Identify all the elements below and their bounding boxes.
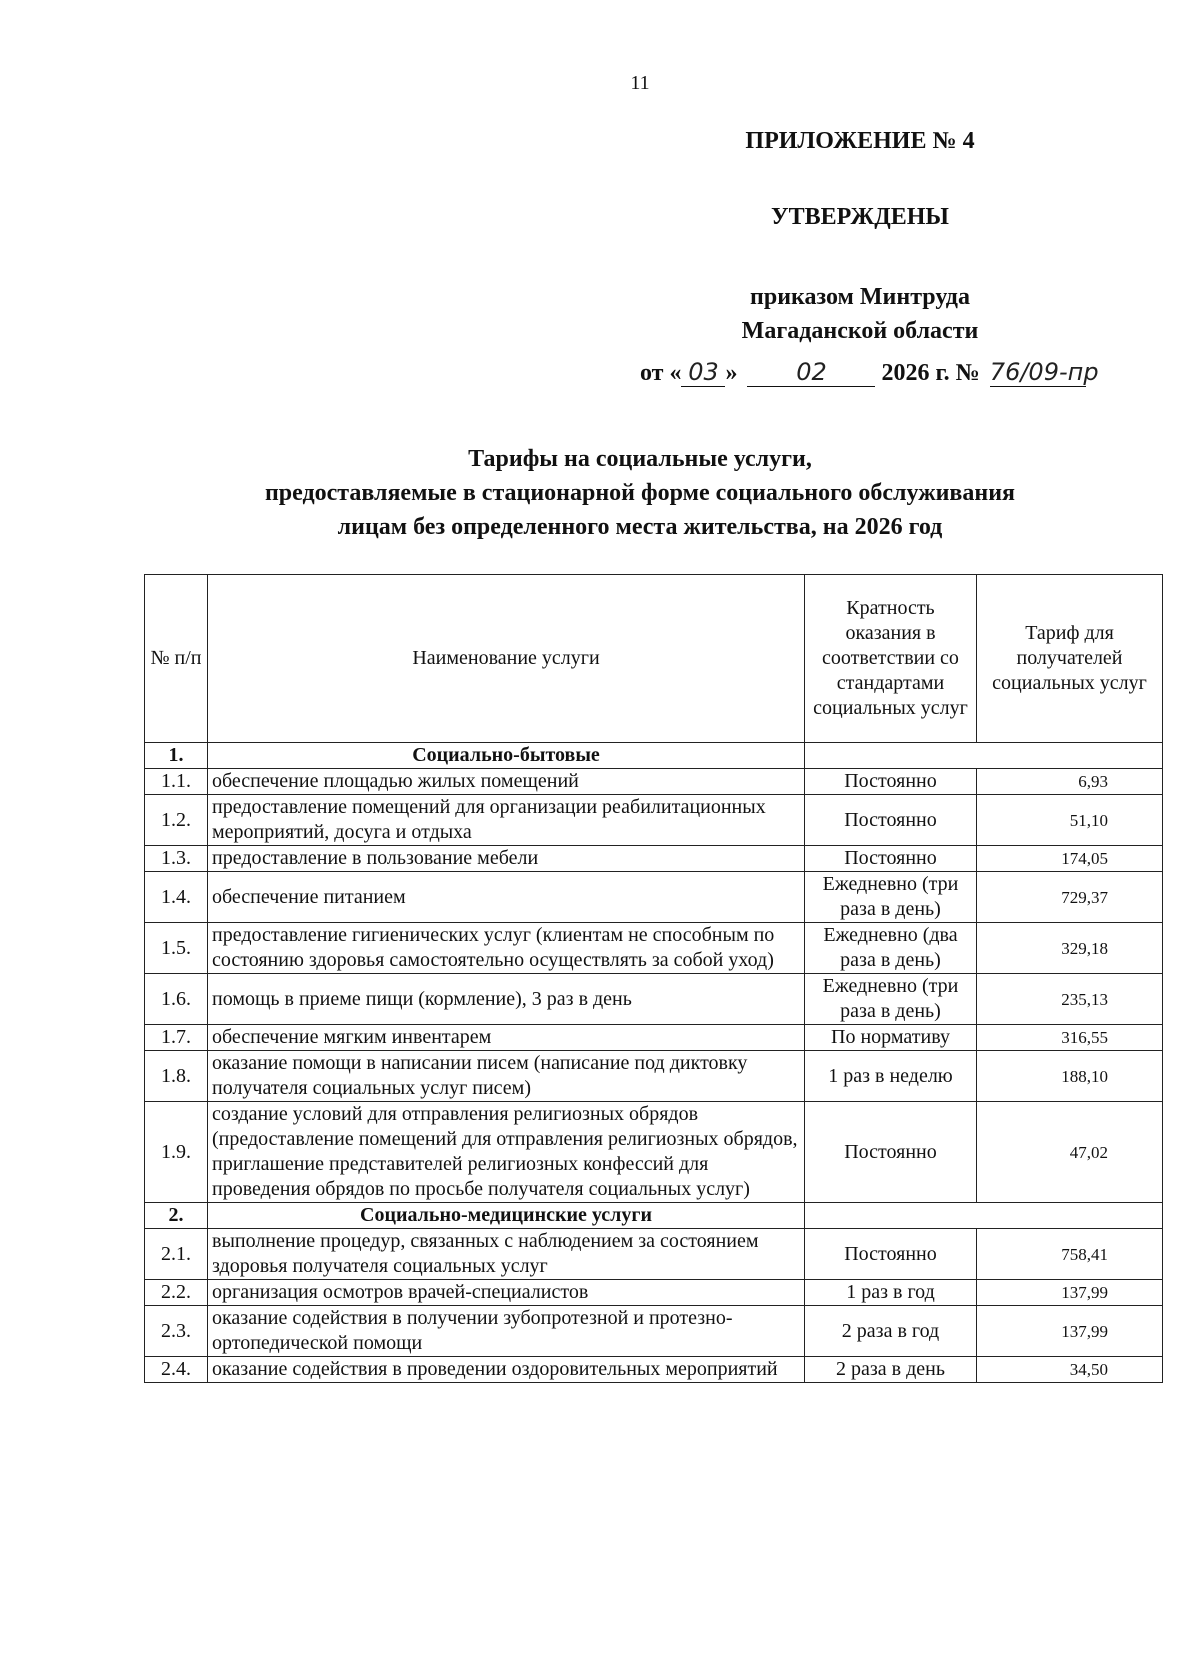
- service-tariff: 137,99: [977, 1306, 1163, 1357]
- service-name: помощь в приеме пищи (кормление), 3 раз в день: [208, 974, 805, 1025]
- row-number: 1.7.: [145, 1025, 208, 1051]
- handwritten-month: 02: [747, 358, 875, 387]
- row-number: 1.9.: [145, 1102, 208, 1203]
- service-tariff: 34,50: [977, 1357, 1163, 1383]
- row-number: 1.2.: [145, 795, 208, 846]
- row-number: 1.3.: [145, 846, 208, 872]
- order-date-line: [640, 358, 1180, 387]
- row-number: 2.3.: [145, 1306, 208, 1357]
- service-frequency: Постоянно: [805, 1102, 977, 1203]
- table-row: [145, 1025, 1163, 1051]
- service-name: предоставление в пользование мебели: [208, 846, 805, 872]
- section-title: Социально-бытовые: [208, 743, 805, 769]
- service-tariff: 729,37: [977, 872, 1163, 923]
- date-prefix: от «: [640, 360, 682, 386]
- service-tariff: 316,55: [977, 1025, 1163, 1051]
- service-tariff: 47,02: [977, 1102, 1163, 1203]
- service-frequency: 2 раза в день: [805, 1357, 977, 1383]
- service-name: обеспечение площадью жилых помещений: [208, 769, 805, 795]
- service-name: оказание содействия в получении зубопротезной и протезно-ортопедической помощи: [208, 1306, 805, 1357]
- table-body: [145, 743, 1163, 1383]
- service-name: обеспечение питанием: [208, 872, 805, 923]
- service-tariff: 174,05: [977, 846, 1163, 872]
- table-row: [145, 795, 1163, 846]
- service-tariff: 51,10: [977, 795, 1163, 846]
- table-row: [145, 1102, 1163, 1203]
- header-tariff: Тариф для получателей социальных услуг: [977, 575, 1163, 743]
- service-tariff: 758,41: [977, 1229, 1163, 1280]
- service-frequency: Постоянно: [805, 846, 977, 872]
- service-frequency: Ежедневно (два раза в день): [805, 923, 977, 974]
- service-name: оказание помощи в написании писем (написание под диктовку получателя социальных услуг писем): [208, 1051, 805, 1102]
- table-row: [145, 1229, 1163, 1280]
- service-name: оказание содействия в проведении оздоровительных мероприятий: [208, 1357, 805, 1383]
- title-line-1: Тарифы на социальные услуги,: [468, 446, 812, 472]
- document-title: [160, 442, 1120, 544]
- service-tariff: 137,99: [977, 1280, 1163, 1306]
- service-frequency: 1 раз в неделю: [805, 1051, 977, 1102]
- service-frequency: Постоянно: [805, 1229, 977, 1280]
- section-title: Социально-медицинские услуги: [208, 1203, 805, 1229]
- page-number: 11: [630, 72, 650, 94]
- year-text: 2026 г. №: [881, 360, 980, 386]
- table-row: [145, 1280, 1163, 1306]
- row-number: 2.1.: [145, 1229, 208, 1280]
- title-line-2: предоставляемые в стационарной форме социального обслуживания: [264, 480, 1016, 506]
- row-number: 1.5.: [145, 923, 208, 974]
- service-frequency: Постоянно: [805, 769, 977, 795]
- table-row: [145, 1051, 1163, 1102]
- row-number: 1.: [145, 743, 208, 769]
- service-frequency: 1 раз в год: [805, 1280, 977, 1306]
- row-number: 1.1.: [145, 769, 208, 795]
- date-mid: »: [725, 360, 738, 386]
- header-num: № п/п: [145, 575, 208, 743]
- table-row: [145, 769, 1163, 795]
- handwritten-order-number: 76/09-пр: [989, 358, 1099, 386]
- table-row: [145, 846, 1163, 872]
- row-number: 2.2.: [145, 1280, 208, 1306]
- service-frequency: Ежедневно (три раза в день): [805, 974, 977, 1025]
- handwritten-day: 03: [681, 358, 725, 387]
- service-name: создание условий для отправления религиозных обрядов (предоставление помещений для отправления религиозных обрядов, приглашение представителей религиозных конфессий для проведения обрядов по просьбе получателя социальных услуг): [208, 1102, 805, 1203]
- order-reference: [660, 280, 1060, 348]
- header-name: Наименование услуги: [208, 575, 805, 743]
- appendix-heading: ПРИЛОЖЕНИЕ № 4: [745, 128, 975, 154]
- service-tariff: 235,13: [977, 974, 1163, 1025]
- row-number: 2.4.: [145, 1357, 208, 1383]
- title-line-3: лицам без определенного места жительства, на 2026 год: [337, 514, 943, 540]
- order-line-1: приказом Минтруда: [750, 284, 970, 310]
- service-frequency: По нормативу: [805, 1025, 977, 1051]
- service-name: предоставление помещений для организации реабилитационных мероприятий, досуга и отдыха: [208, 795, 805, 846]
- order-line-2: Магаданской области: [741, 318, 979, 344]
- table-row: [145, 974, 1163, 1025]
- service-frequency: Ежедневно (три раза в день): [805, 872, 977, 923]
- table-row: [145, 1357, 1163, 1383]
- approved-heading: УТВЕРЖДЕНЫ: [771, 204, 949, 230]
- table-header-row: [145, 575, 1163, 743]
- service-tariff: 329,18: [977, 923, 1163, 974]
- row-number: 1.8.: [145, 1051, 208, 1102]
- row-number: 1.6.: [145, 974, 208, 1025]
- table-row: [145, 872, 1163, 923]
- tariffs-table: [144, 574, 1163, 1383]
- service-name: выполнение процедур, связанных с наблюдением за состоянием здоровья получателя социальных услуг: [208, 1229, 805, 1280]
- service-name: организация осмотров врачей-специалистов: [208, 1280, 805, 1306]
- section-empty: [805, 1203, 1163, 1229]
- row-number: 1.4.: [145, 872, 208, 923]
- table-row: [145, 923, 1163, 974]
- section-row: [145, 1203, 1163, 1229]
- service-frequency: Постоянно: [805, 795, 977, 846]
- header-frequency: Кратность оказания в соответствии со стандартами социальных услуг: [805, 575, 977, 743]
- service-name: предоставление гигиенических услуг (клиентам не способным по состоянию здоровья самостоятельно осуществлять за собой уход): [208, 923, 805, 974]
- table-row: [145, 1306, 1163, 1357]
- service-name: обеспечение мягким инвентарем: [208, 1025, 805, 1051]
- service-tariff: 188,10: [977, 1051, 1163, 1102]
- row-number: 2.: [145, 1203, 208, 1229]
- service-tariff: 6,93: [977, 769, 1163, 795]
- section-row: [145, 743, 1163, 769]
- service-frequency: 2 раза в год: [805, 1306, 977, 1357]
- section-empty: [805, 743, 1163, 769]
